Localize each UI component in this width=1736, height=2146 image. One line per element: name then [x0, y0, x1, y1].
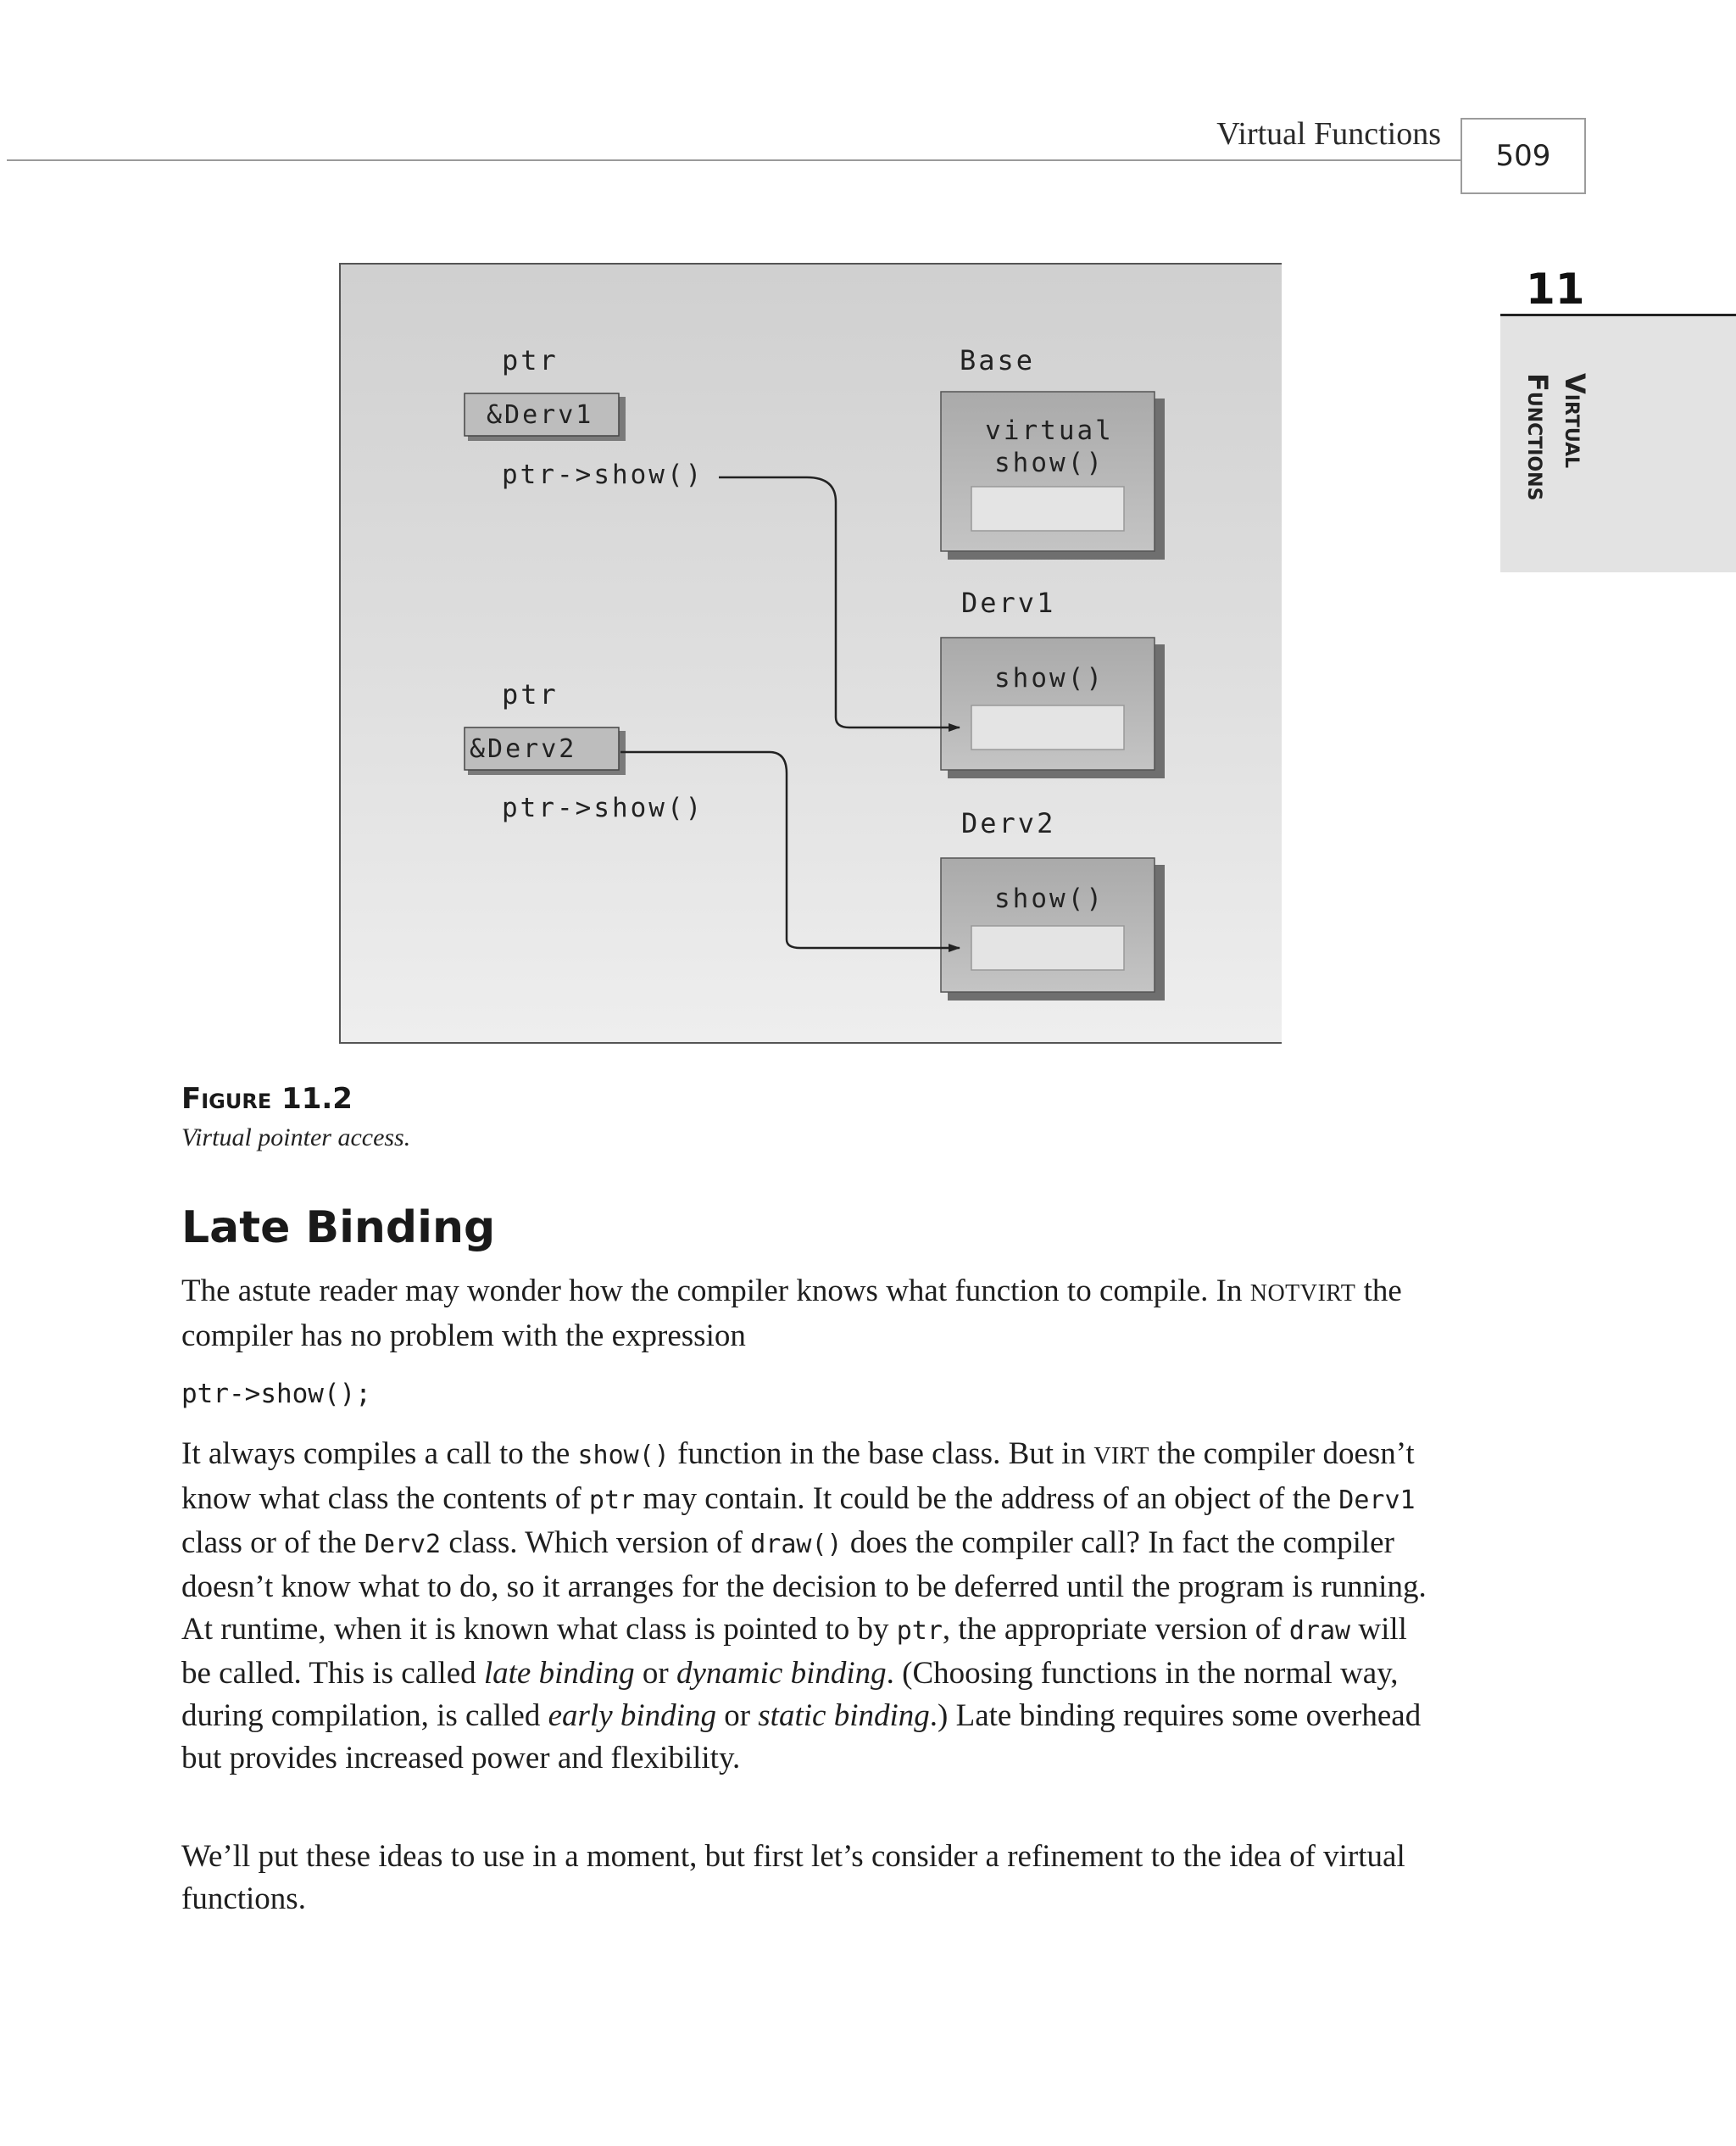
p2-text: or	[634, 1656, 676, 1691]
p1-text-b: the compiler has no problem with the expression	[181, 1274, 1402, 1353]
ptr-box-bottom	[465, 727, 626, 775]
code-ptr: ptr	[896, 1616, 943, 1646]
code-ptr: ptr	[588, 1485, 636, 1515]
term-early-binding: early binding	[548, 1698, 716, 1733]
paragraph-2	[181, 1433, 1427, 1780]
p2-text: the compiler doesn’t know what class the contents of	[181, 1436, 1415, 1516]
term-dynamic-binding: dynamic binding	[676, 1656, 887, 1691]
figure-label	[181, 1082, 353, 1116]
derv1-label: Derv1	[961, 587, 1056, 619]
figure-label-number: 11.2	[281, 1082, 353, 1116]
ptr-box-top	[465, 393, 626, 441]
page-number: 509	[1461, 118, 1586, 194]
arrow-top-to-derv1	[719, 477, 960, 727]
section-heading: Late Binding	[181, 1202, 496, 1253]
paragraph-1	[181, 1270, 1427, 1357]
p2-text: It always compiles a call to the	[181, 1436, 578, 1471]
call-bottom: ptr->show()	[502, 793, 704, 823]
p1-text-a: The astute reader may wonder how the compiler knows what function to compile. In	[181, 1274, 1250, 1308]
base-label: Base	[960, 344, 1036, 376]
p2-text: or	[715, 1698, 759, 1733]
p2-text: , the appropriate version of	[942, 1612, 1289, 1647]
ptr-value-top: &Derv1	[487, 400, 594, 430]
figure-label-word: Figure	[181, 1082, 272, 1116]
p2-text: function in the base class. But in	[669, 1436, 1094, 1471]
base-line2: show()	[994, 448, 1104, 478]
p2-text: will be called. This is called	[181, 1612, 1407, 1691]
derv1-method: show()	[994, 663, 1104, 694]
derv1-box	[941, 638, 1165, 778]
code-derv1: Derv1	[1338, 1485, 1416, 1515]
code-draw-call: draw()	[750, 1530, 843, 1559]
paragraph-3	[181, 1836, 1427, 1920]
base-box	[941, 392, 1165, 560]
ptr-value-bottom: &Derv2	[470, 734, 577, 764]
call-top: ptr->show()	[502, 460, 704, 490]
p2-virt: VIRT	[1093, 1443, 1149, 1469]
arrow-bottom-to-derv2	[620, 752, 960, 948]
chapter-tab-title-line2: Functions	[1522, 373, 1554, 501]
ptr-label-top: ptr	[502, 344, 559, 376]
code-show: show()	[577, 1441, 670, 1470]
chapter-tab-title	[1522, 373, 1594, 543]
ptr-label-bottom: ptr	[502, 678, 559, 711]
chapter-tab-title-line1: Virtual	[1559, 373, 1591, 469]
code-draw: draw	[1288, 1616, 1351, 1646]
figure-diagram	[341, 265, 1282, 1044]
p2-text: class or of the	[181, 1525, 364, 1560]
header-rule	[7, 159, 1461, 161]
running-head: Virtual Functions	[1216, 116, 1441, 152]
derv2-label: Derv2	[961, 807, 1056, 839]
base-line1: virtual	[985, 415, 1114, 446]
derv2-box	[941, 858, 1165, 1001]
term-static-binding: static binding	[758, 1698, 930, 1733]
figure-caption: Virtual pointer access.	[181, 1123, 411, 1151]
code-line: ptr->show();	[181, 1379, 371, 1409]
chapter-number: 11	[1526, 265, 1585, 314]
p2-text: .) Late binding requires some overhead but provides increased power and flexibility.	[181, 1698, 1422, 1775]
p2-text: may contain. It could be the address of an object of the	[635, 1481, 1339, 1516]
p2-text: . (Choosing functions in the normal way, during compilation, is called	[181, 1656, 1399, 1733]
p2-text: does the compiler call? In fact the compiler doesn’t know what to do, so it arranges for the decision to be deferred until the program is running. At runtime, when it is known what class is pointed to by	[181, 1525, 1427, 1647]
figure-virtual-pointer-access	[339, 263, 1282, 1044]
p3-text: We’ll put these ideas to use in a moment, but first let’s consider a refinement to the idea of virtual functions.	[181, 1839, 1405, 1916]
term-late-binding: late binding	[483, 1656, 635, 1691]
p2-text: class. Which version of	[441, 1525, 751, 1560]
p1-notvirt: NOTVIRT	[1249, 1280, 1356, 1307]
derv2-method: show()	[994, 883, 1104, 914]
code-derv2: Derv2	[364, 1530, 442, 1559]
